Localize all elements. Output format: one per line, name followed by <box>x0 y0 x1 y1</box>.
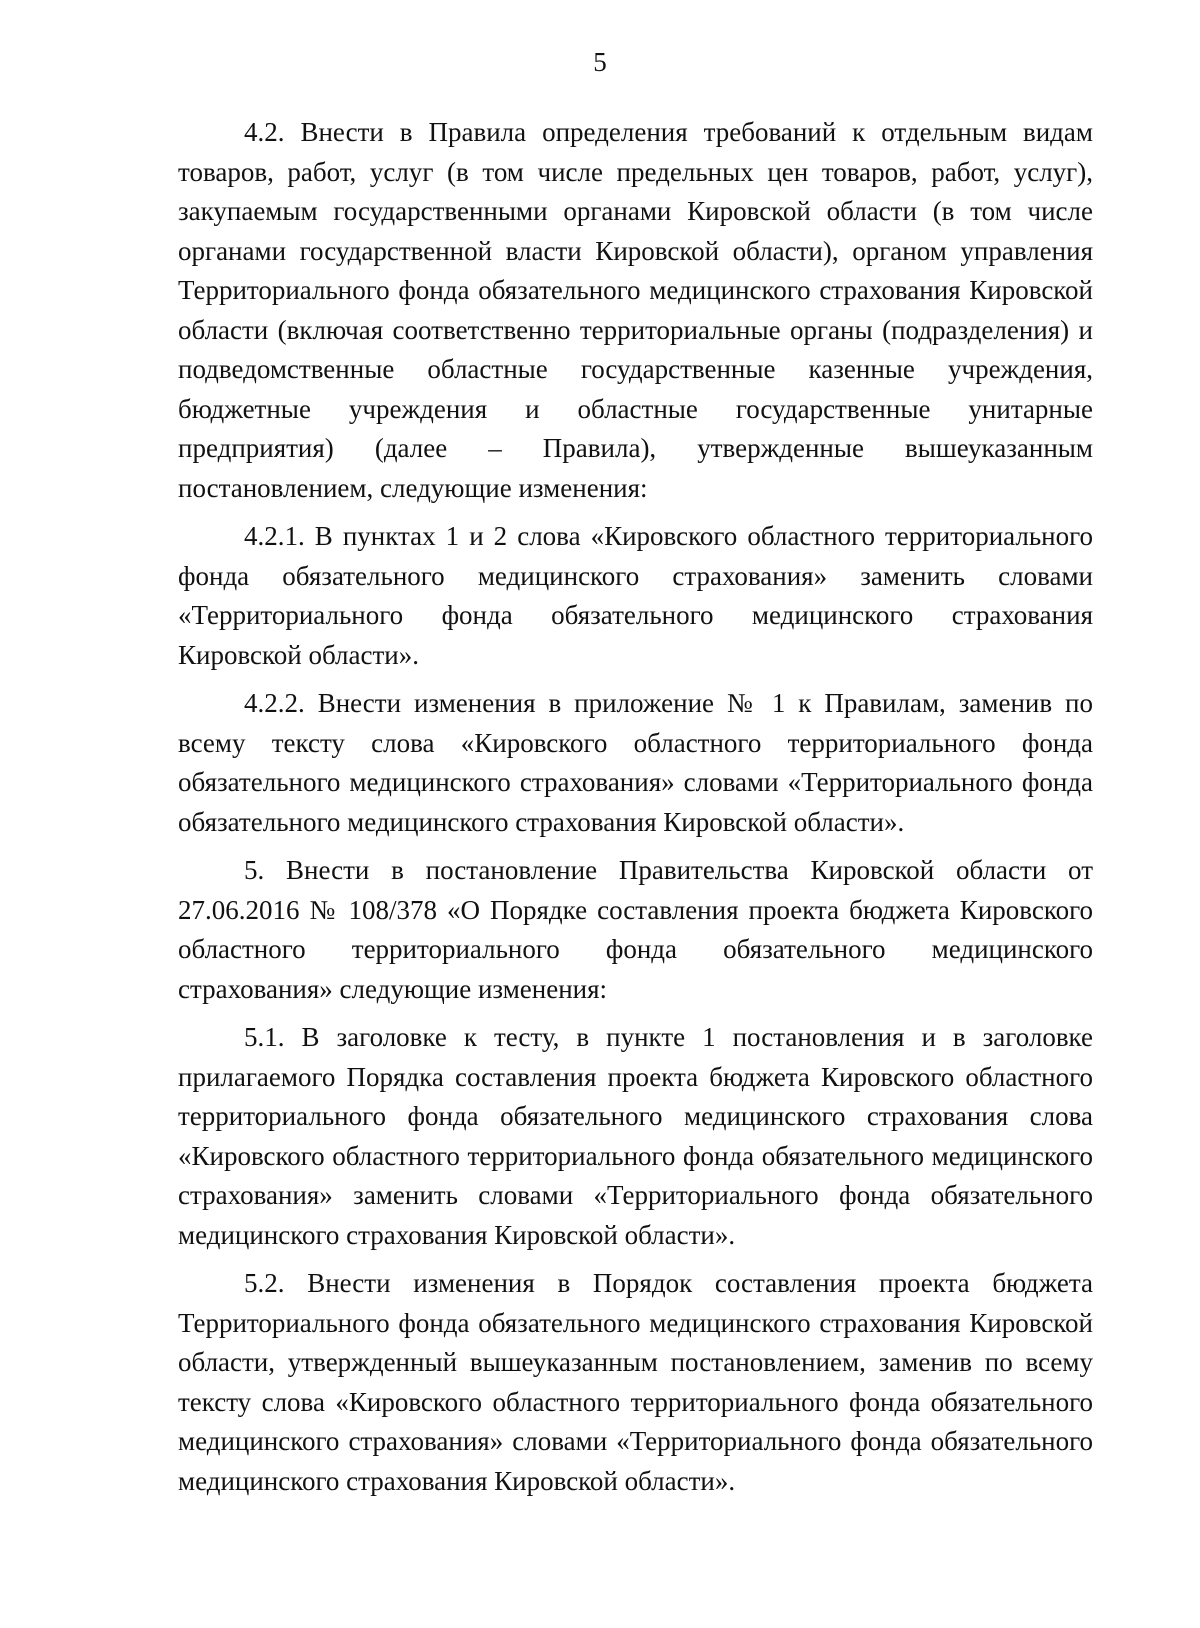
page-number: 5 <box>593 47 607 77</box>
paragraph-5-1: 5.1. В заголовке к тесту, в пункте 1 постановления и в заголовке прилагаемого Порядка составления проекта бюджета Кировского областного территориального фонда обязательного медицинского страхования слова «Кировского областного территориального фонда обязательного медицинского страхования» заменить словами «Территориального фонда обязательного медицинского страхования Кировской области». <box>178 1022 1093 1250</box>
paragraph-4-2-1: 4.2.1. В пунктах 1 и 2 слова «Кировского областного территориального фонда обязательного медицинского страхования» заменить словами «Территориального фонда обязательного медицинского страхования Кировской области». <box>178 521 1093 670</box>
paragraph-4-2-2: 4.2.2. Внести изменения в приложение № 1 к Правилам, заменив по всему тексту слова «Кировского областного территориального фонда обязательного медицинского страхования» словами «Территориального фонда обязательного медицинского страхования Кировской области». <box>178 688 1093 837</box>
document-body <box>178 113 1093 1510</box>
paragraph-5: 5. Внести в постановление Правительства Кировской области от 27.06.2016 № 108/378 «О Порядке составления проекта бюджета Кировского областного территориального фонда обязательного медицинского страхования» следующие изменения: <box>178 855 1093 1004</box>
paragraph-5-2: 5.2. Внести изменения в Порядок составления проекта бюджета Территориального фонда обязательного медицинского страхования Кировской области, утвержденный вышеуказанным постановлением, заменив по всему тексту слова «Кировского областного территориального фонда обязательного медицинского страхования» словами «Территориального фонда обязательного медицинского страхования Кировской области». <box>178 1268 1093 1496</box>
paragraph-4-2: 4.2. Внести в Правила определения требований к отдельным видам товаров, работ, услуг (в том числе предельных цен товаров, работ, услуг), закупаемым государственными органами Кировской области (в том числе органами государственной власти Кировской области), органом управления Территориального фонда обязательного медицинского страхования Кировской области (включая соответственно территориальные органы (подразделения) и подведомственные областные государственные казенные учреждения, бюджетные учреждения и областные государственные унитарные предприятия) (далее – Правила), утвержденные вышеуказанным постановлением, следующие изменения: <box>178 117 1093 503</box>
